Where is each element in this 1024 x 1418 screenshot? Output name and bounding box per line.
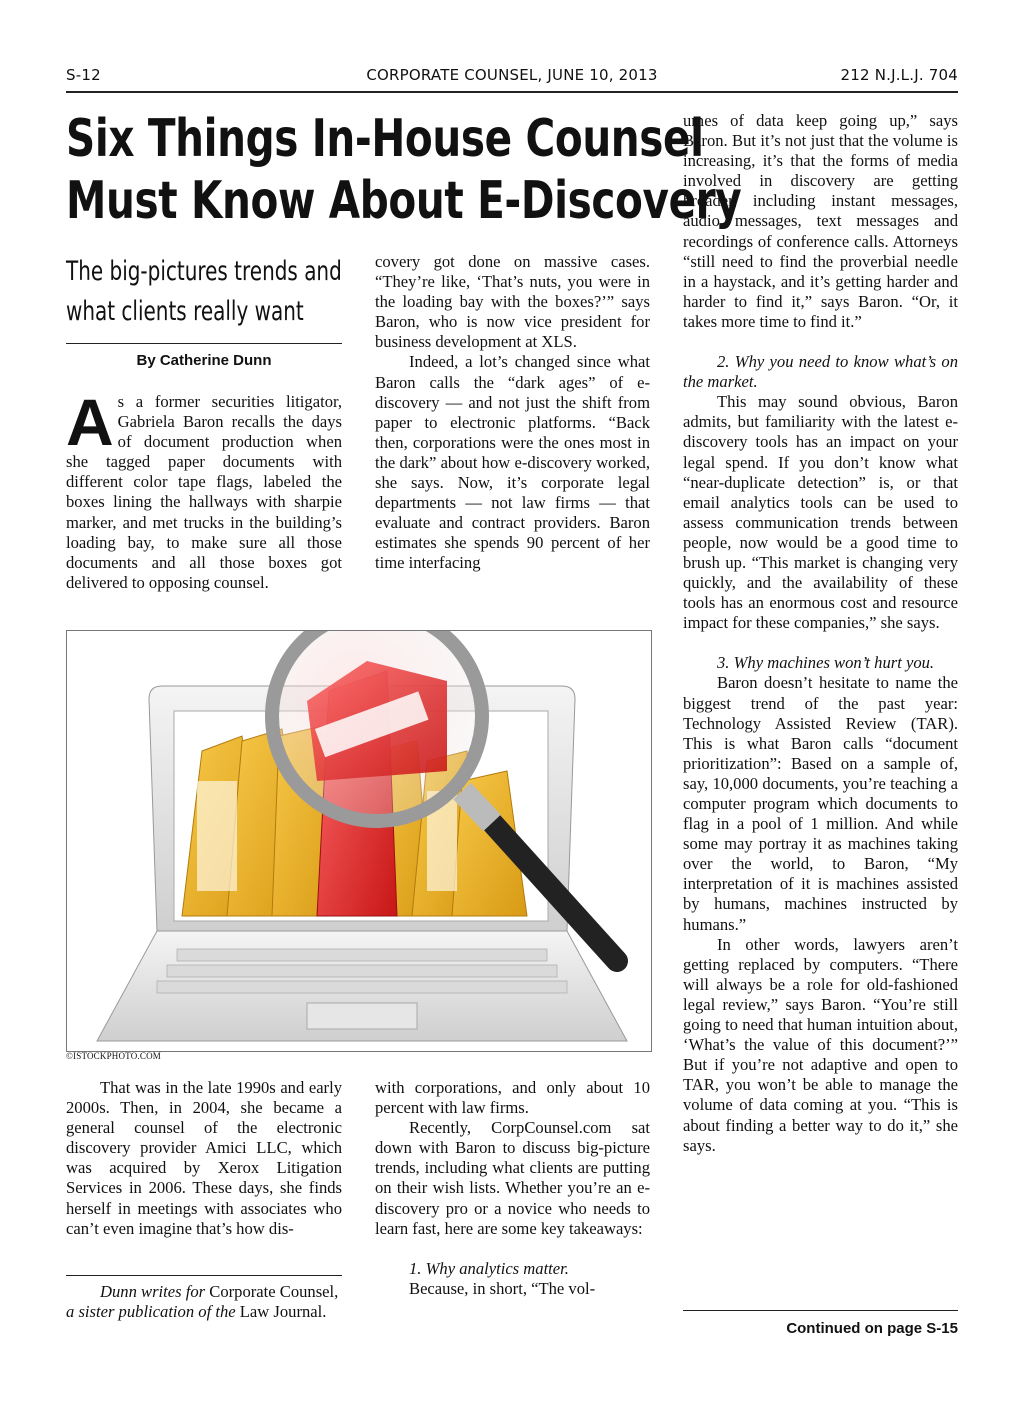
paragraph: Because, in short, “The vol- (409, 1278, 596, 1298)
paragraph: In other words, lawyers aren’t getting replaced by computers. “There will always be a role for old-fashioned legal review,” says Baron. “You’re still going to need that human intuition about, ‘What’s the value of this document?’” But if you’re not adaptive and open to TAR, you won’t be able to manage the volume of data coming at you. “This is about finding a better way to do it,” she says. (683, 934, 958, 1155)
intro-paragraph: As a former securities litigator, Gabriela Baron recalls the days of document production when she tagged paper documents with different color tape flags, labeled the boxes lining the hallways with sharpie marker, and met trucks in the building’s loading bay, to make sure all those documents and all those boxes got delivered to opposing counsel. (66, 385, 342, 592)
header-rule (66, 91, 958, 93)
subheadline-line-1: The big-pictures trends and (66, 256, 342, 287)
paragraph: umes of data keep going up,” says Baron. But it’s not just that the volume is increasing, it’s that the forms of media involved in discovery are getting broader, including instant messages, audio messages, text messages and recordings of conference calls. Attorneys “still need to find the proverbial needle in a haystack, and it’s getting harder and harder to find it,” says Baron. “Or, it takes more time to find it.” (683, 111, 958, 331)
headline-line-2: Must Know About E-Discovery (66, 171, 742, 231)
paragraph: This may sound obvious, Baron admits, but familiarity with the latest e-discovery tools has an impact on your legal spend. If you don’t know what “near-duplicate detection” is, or that email analytics tools can be used to assess communication trends between people, now would be a good time to brush up. “This market is changing very quickly, and the availability of these tools has an enormous cost and resource impact for these companies,” she says. (683, 392, 958, 633)
drop-cap: A (66, 385, 114, 459)
section-heading-2: 2. Why you need to know what’s on the market. (683, 352, 958, 392)
photo-credit: ©ISTOCKPHOTO.COM (66, 1051, 161, 1061)
column-1-top (66, 385, 342, 593)
laptop-magnifier-icon (67, 631, 651, 1051)
note-rule (66, 1275, 342, 1276)
headline (66, 108, 742, 232)
byline: By Catherine Dunn (136, 352, 272, 369)
paragraph: Baron doesn’t hesitate to name the biggest trend of the past year: Technology Assisted Review (TAR). This is what Baron calls “document prioritization”: Based on a sample of, say, 10,000 documents, you’re teaching a computer program which documents to flag in a pool of 1 million. And while some may portray it as machines taking over the world, to Baron, “My interpretation of it is machines assisted by humans, machines instructed by humans.” (683, 673, 958, 934)
paragraph: Recently, CorpCounsel.com sat down with Baron to discuss big-picture trends, including what clients are putting on their wish lists. Whether you’re an e-discovery pro or a novice who needs to learn fast, here are some key takeaways: (375, 1118, 650, 1238)
subheadline-line-2: what clients really want (66, 296, 304, 327)
continued-link[interactable]: Continued on page S-15 (786, 1320, 958, 1337)
continued-rule (683, 1310, 958, 1311)
subheadline (66, 252, 342, 332)
column-1-bottom (66, 1078, 342, 1239)
paragraph: covery got done on massive cases. “They’re like, ‘That’s nuts, you were in the loading bay with the boxes?’” says Baron, who is now vice president for business development at XLS. (375, 252, 650, 352)
section-heading-3: 3. Why machines won’t hurt you. (717, 653, 935, 673)
author-note: Dunn writes for Corporate Counsel, a sister publication of the Law Journal. (66, 1282, 339, 1322)
column-2-top (375, 252, 650, 574)
column-2-bottom (375, 1078, 650, 1299)
paragraph: Indeed, a lot’s changed since what Baron calls the “dark ages” of e-discovery — and not just the shift from paper to electronic platforms. “Back then, corporations were the ones most in the dark” about how e-discovery worked, she says. Now, it’s corporate legal departments — not law firms — that evaluate and contract providers. Baron estimates she spends 90 percent of her time interfacing (375, 352, 650, 573)
publication-line: CORPORATE COUNSEL, JUNE 10, 2013 (366, 66, 658, 84)
headline-line-1: Six Things In-House Counsel (66, 109, 704, 169)
citation: 212 N.J.L.J. 704 (840, 66, 958, 84)
laptop-illustration (66, 630, 652, 1052)
paragraph: That was in the late 1990s and early 2000s. Then, in 2004, she became a general counsel of the electronic discovery provider Amici LLC, which was acquired by Xerox Litigation Services in 2006. These days, she finds herself in meetings with associates who can’t even imagine that’s how dis- (66, 1078, 342, 1238)
page-number: S-12 (66, 66, 101, 84)
byline-rule (66, 343, 342, 344)
section-heading-1: 1. Why analytics matter. (409, 1258, 569, 1278)
column-3 (683, 111, 958, 1156)
paragraph: with corporations, and only about 10 percent with law firms. (375, 1078, 650, 1118)
